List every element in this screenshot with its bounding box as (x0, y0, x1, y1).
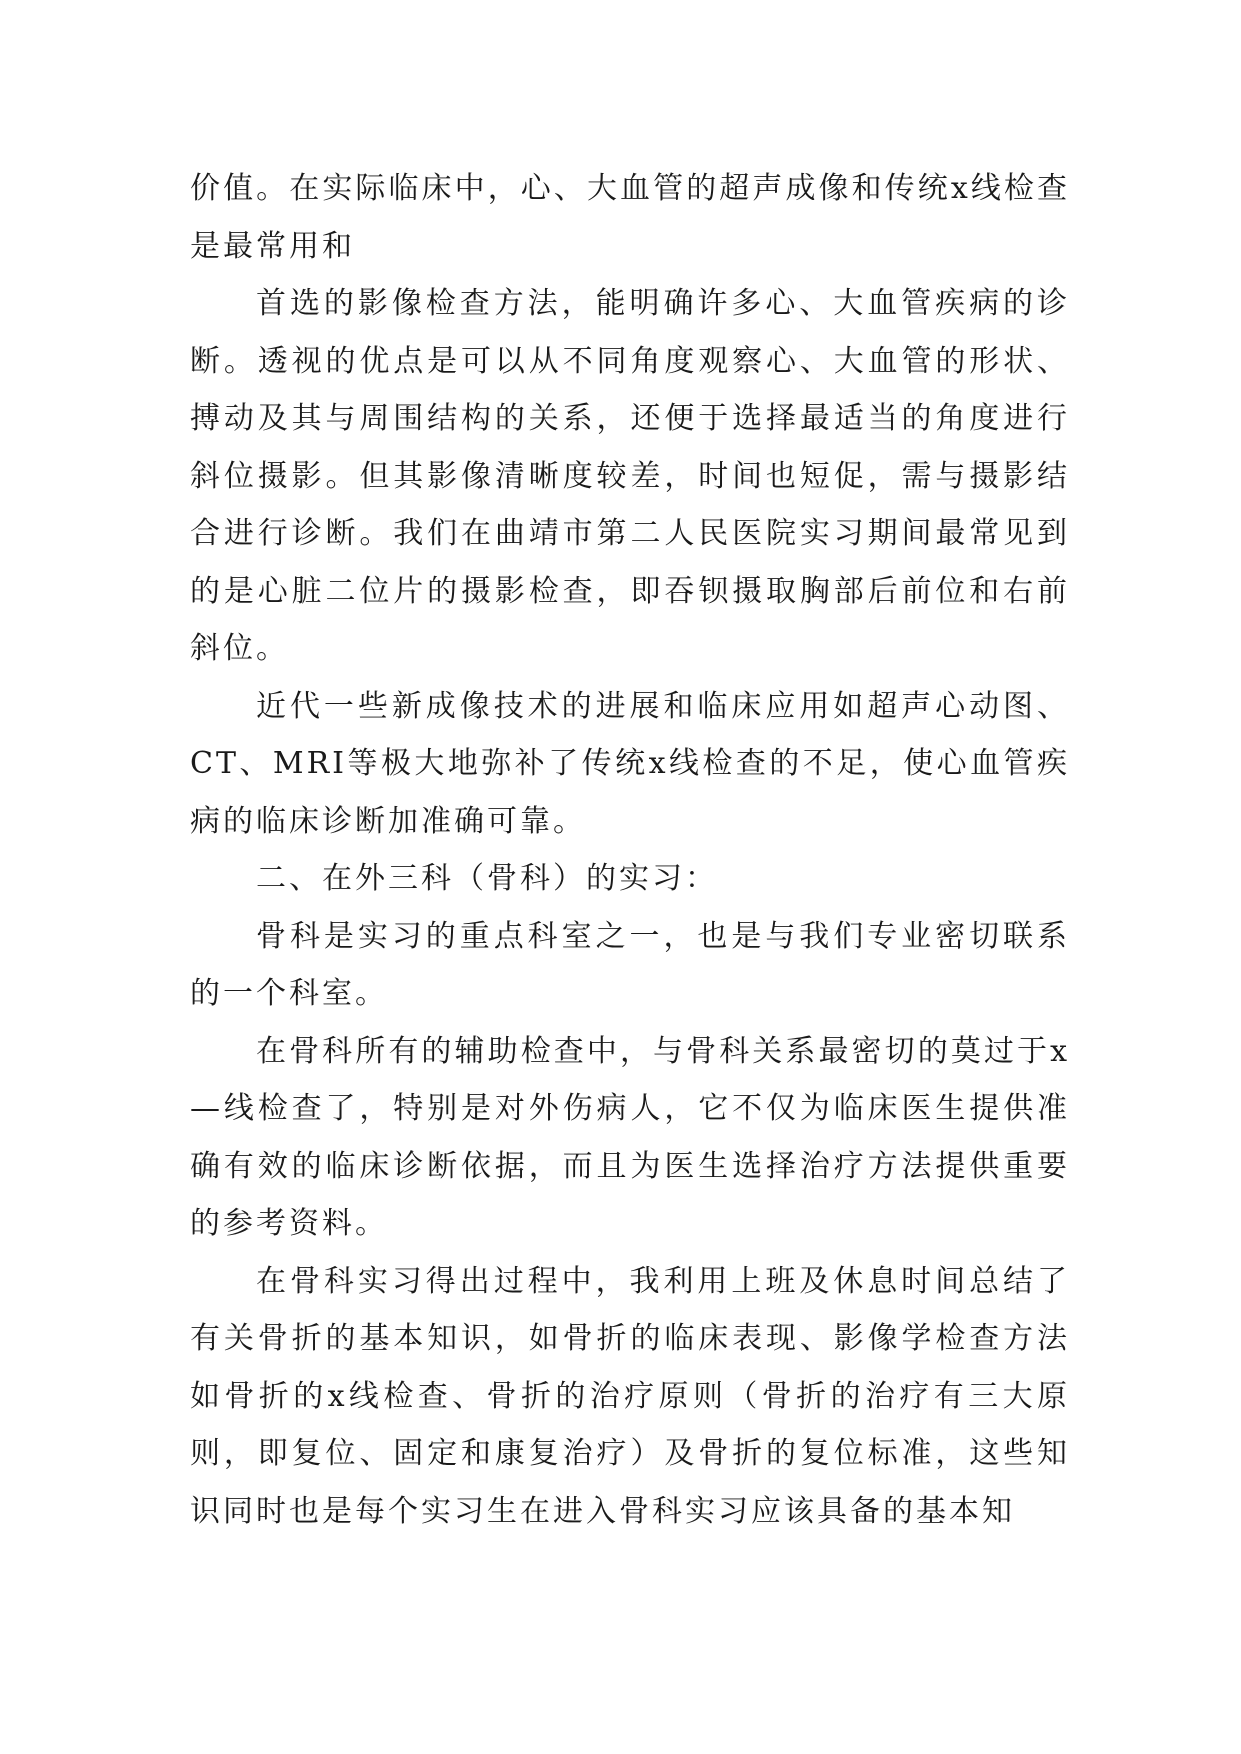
paragraph-1: 价值。在实际临床中，心、大血管的超声成像和传统x线检查是最常用和 (190, 171, 1070, 264)
document-body (190, 160, 1070, 1540)
paragraph-3: 近代一些新成像技术的进展和临床应用如超声心动图、CT、MRI等极大地弥补了传统x线检查的不足，使心血管疾病的临床诊断加准确可靠。 (190, 688, 1070, 839)
paragraph-5: 在骨科所有的辅助检查中，与骨科关系最密切的莫过于x—线检查了，特别是对外伤病人，它不仅为临床医生提供准确有效的临床诊断依据，而且为医生选择治疗方法提供重要的参考资料。 (190, 1033, 1070, 1241)
paragraph-2: 首选的影像检查方法，能明确许多心、大血管疾病的诊断。透视的优点是可以从不同角度观察心、大血管的形状、搏动及其与周围结构的关系，还便于选择最适当的角度进行斜位摄影。但其影像清晰度较差，时间也短促，需与摄影结合进行诊断。我们在曲靖市第二人民医院实习期间最常见到的是心脏二位片的摄影检查，即吞钡摄取胸部后前位和右前斜位。 (190, 286, 1070, 666)
paragraph-4: 骨科是实习的重点科室之一，也是与我们专业密切联系的一个科室。 (190, 918, 1070, 1011)
section-heading: 二、在外三科（骨科）的实习： (256, 861, 718, 896)
paragraph-6: 在骨科实习得出过程中，我利用上班及休息时间总结了有关骨折的基本知识，如骨折的临床表现、影像学检查方法如骨折的x线检查、骨折的治疗原则（骨折的治疗有三大原则，即复位、固定和康复治疗）及骨折的复位标准，这些知识同时也是每个实习生在进入骨科实习应该具备的基本知 (190, 1263, 1070, 1529)
